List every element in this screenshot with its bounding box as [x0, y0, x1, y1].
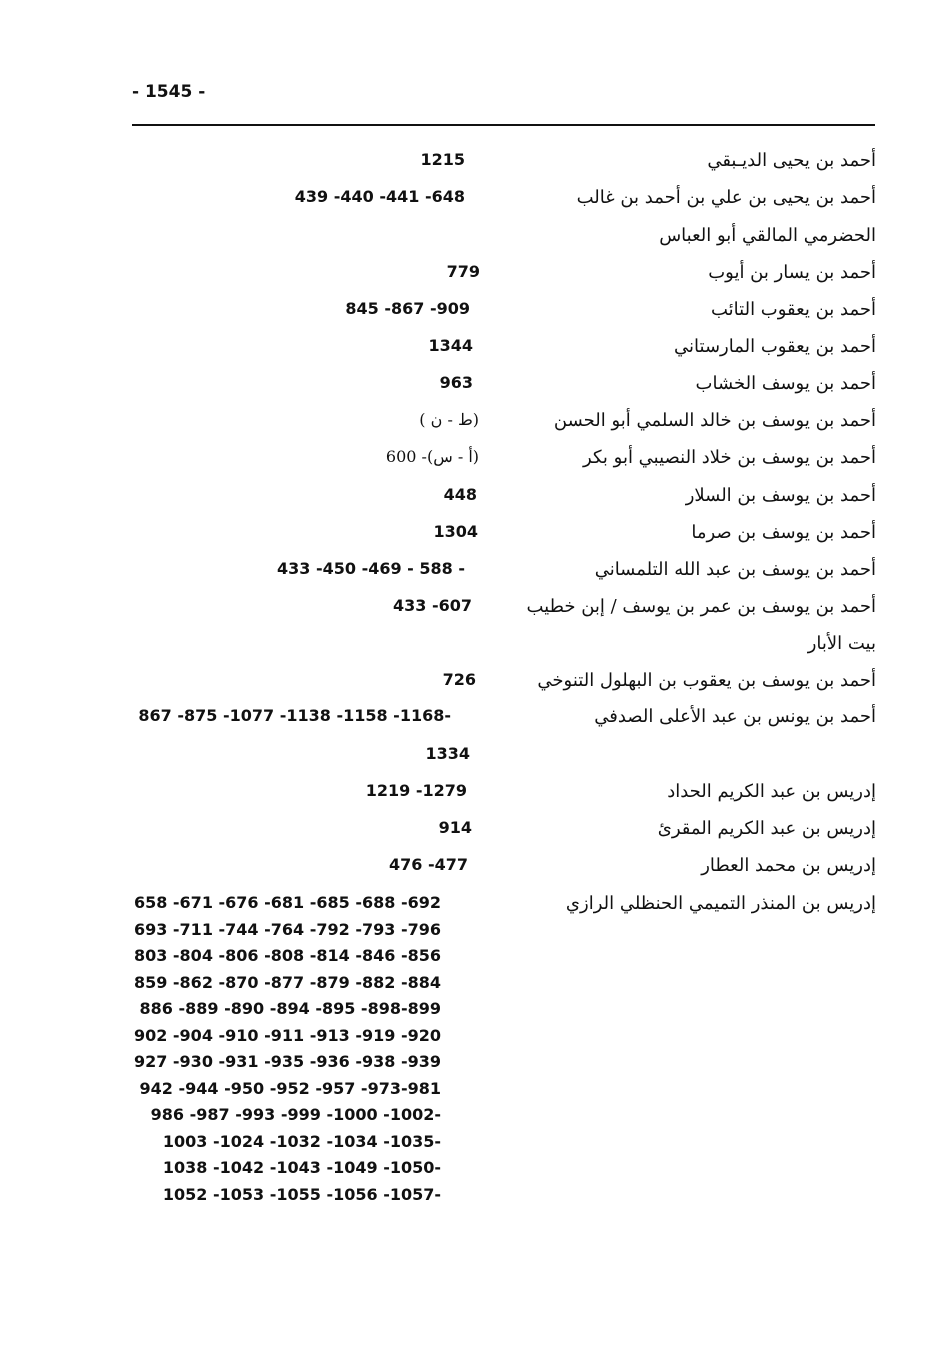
entry-name: بيت الأبار	[807, 633, 876, 654]
entry-pages: 845 -867 -909	[345, 299, 470, 318]
entry-name: أحمد بن يوسف بن السلار	[685, 485, 876, 506]
entry-name: إدريس بن عبد الكريم الحداد	[667, 781, 876, 802]
pages-line: 859 -862 -870 -877 -879 -882 -884	[133, 972, 441, 992]
entry-pages: 433 -607	[392, 596, 472, 615]
entry-pages: 1334	[425, 744, 470, 763]
entry-name: إدريس بن المنذر التميمي الحنظلي الرازي	[565, 893, 876, 914]
pages-line: 1052 -1053 -1055 -1056 -1057-	[162, 1184, 441, 1204]
entry-name: إدريس بن محمد العطار	[701, 855, 876, 876]
entry-pages: 439 -440 -441 -648	[294, 187, 465, 206]
pages-line: 927 -930 -931 -935 -936 -938 -939	[133, 1052, 441, 1071]
pages-line: 902 -904 -910 -911 -913 -919 -920	[133, 1025, 441, 1045]
pages-line: 803 -804 -806 -808 -814 -846 -856	[133, 946, 441, 965]
entry-name: أحمد بن يوسف بن خالد السلمي أبو الحسن	[553, 410, 876, 431]
entry-pages: 726	[442, 670, 476, 689]
pages-line: 1003 -1024 -1032 -1034 -1035-	[162, 1131, 441, 1151]
entry-name: أحمد بن يعقوب التائب	[711, 299, 876, 320]
entry-name: أحمد بن يوسف بن صرما	[691, 522, 876, 543]
entry-pages: 448	[443, 485, 477, 504]
entry-name: أحمد بن يوسف بن خلاد النصيبي أبو بكر	[583, 447, 876, 468]
entry-name: إدريس بن عبد الكريم المقرئ	[657, 818, 876, 839]
entry-pages: (أ - س)- 600	[385, 447, 479, 466]
entry-pages: (ط - ن )	[419, 410, 479, 429]
entry-pages: 963	[439, 373, 473, 392]
entry-name: أحمد بن يوسف الخشاب	[695, 373, 876, 394]
entry-name: أحمد بن يحيى بن علي بن أحمد بن غالب	[576, 187, 876, 208]
entry-name: أحمد بن يوسف بن عبد الله التلمساني	[594, 559, 876, 580]
entry-name: أحمد بن يوسف بن يعقوب بن البهلول التنوخي	[537, 670, 876, 691]
entry-pages: 867 -875 -1077 -1138 -1158 -1168-	[138, 706, 451, 725]
pages-line: 658 -671 -676 -681 -685 -688 -692	[133, 893, 441, 912]
entry-pages: 1344	[428, 336, 473, 355]
entry-pages: 1215	[420, 150, 465, 169]
entry-name: أحمد بن يونس بن عبد الأعلى الصدفي	[594, 706, 876, 727]
entry-name: أحمد بن يحيى الديـبقي	[707, 150, 876, 171]
entry-pages: 1219 -1279	[365, 781, 467, 800]
entry-pages: 476 -477	[388, 855, 468, 874]
entry-pages: 433 -450 -469 - 588 -	[276, 559, 465, 578]
entry-name: أحمد بن يوسف بن عمر بن يوسف / إبن خطيب	[526, 596, 876, 617]
pages-line: 1038 -1042 -1043 -1049 -1050-	[162, 1158, 441, 1177]
page-number: - 1545 -	[132, 82, 206, 102]
entry-pages: 1304	[433, 522, 478, 541]
entry-pages: 914	[438, 818, 472, 837]
pages-line: 886 -889 -890 -894 -895 -898-899	[139, 999, 441, 1018]
entry-pages-list	[134, 890, 441, 1208]
entry-name: أحمد بن يعقوب المارستاني	[674, 336, 876, 357]
entry-name: الحضرمي المالقي أبو العباس	[659, 225, 876, 246]
pages-line: 942 -944 -950 -952 -957 -973-981	[139, 1078, 441, 1098]
pages-line: 986 -987 -993 -999 -1000 -1002-	[150, 1105, 441, 1124]
entry-pages: 779	[446, 262, 480, 281]
header-rule	[132, 124, 875, 126]
pages-line: 693 -711 -744 -764 -792 -793 -796	[133, 919, 441, 939]
entry-name: أحمد بن يسار بن أيوب	[708, 262, 876, 283]
